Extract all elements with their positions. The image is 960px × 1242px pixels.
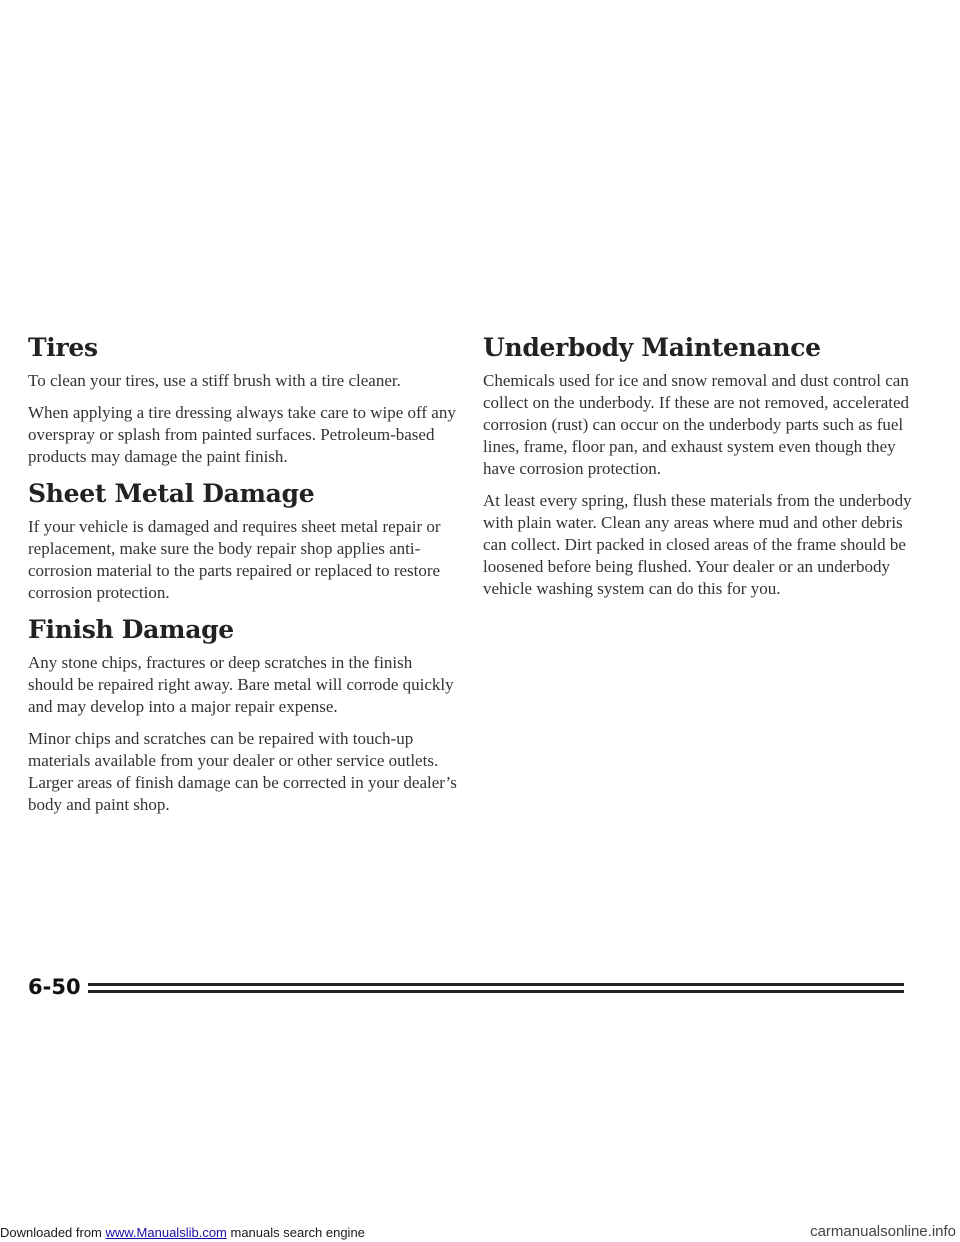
finish-paragraph-1: Any stone chips, fractures or deep scratches in the finish should be repaired right away. Bare metal will corrode quickly and may develop into a major repair expense. [28, 653, 454, 716]
manualslib-link[interactable]: www.Manualslib.com [105, 1225, 227, 1240]
footer-suffix: manuals search engine [226, 1225, 365, 1240]
heading-tires: Tires [28, 333, 98, 362]
heading-sheet-metal-damage: Sheet Metal Damage [28, 479, 315, 508]
page-number: 6-50 [28, 975, 81, 999]
tires-paragraph-1: To clean your tires, use a stiff brush with a tire cleaner. [28, 371, 401, 390]
footer-rule-bottom [88, 990, 904, 993]
watermark-site: carmanualsonline.info [810, 1223, 956, 1240]
finish-paragraph-2: Minor chips and scratches can be repaired with touch-up materials available from your dealer or other service outlets. Larger areas of finish damage can be corrected in your dealer’s body and paint shop. [28, 729, 457, 814]
footer-prefix: Downloaded from [0, 1225, 106, 1240]
heading-underbody-maintenance: Underbody Maintenance [483, 333, 821, 362]
download-footer [0, 1225, 365, 1240]
left-column [28, 332, 460, 826]
footer-rule-top [88, 983, 904, 986]
right-column [483, 332, 923, 610]
underbody-paragraph-2: At least every spring, flush these materials from the underbody with plain water. Clean any areas where mud and other debris can collect. Dirt packed in closed areas of the frame should be loosened before being flushed. Your dealer or an underbody vehicle washing system can do this for you. [483, 491, 912, 598]
tires-paragraph-2: When applying a tire dressing always take care to wipe off any overspray or splash from painted surfaces. Petroleum-based products may damage the paint finish. [28, 403, 456, 466]
underbody-paragraph-1: Chemicals used for ice and snow removal and dust control can collect on the underbody. If these are not removed, accelerated corrosion (rust) can occur on the underbody parts such as fuel lines, frame, floor pan, and exhaust system even though they have corrosion protection. [483, 371, 910, 478]
heading-finish-damage: Finish Damage [28, 615, 234, 644]
sheet-metal-paragraph-1: If your vehicle is damaged and requires sheet metal repair or replacement, make sure the body repair shop applies anti-corrosion material to the parts repaired or replaced to restore corrosion protection. [28, 517, 441, 602]
